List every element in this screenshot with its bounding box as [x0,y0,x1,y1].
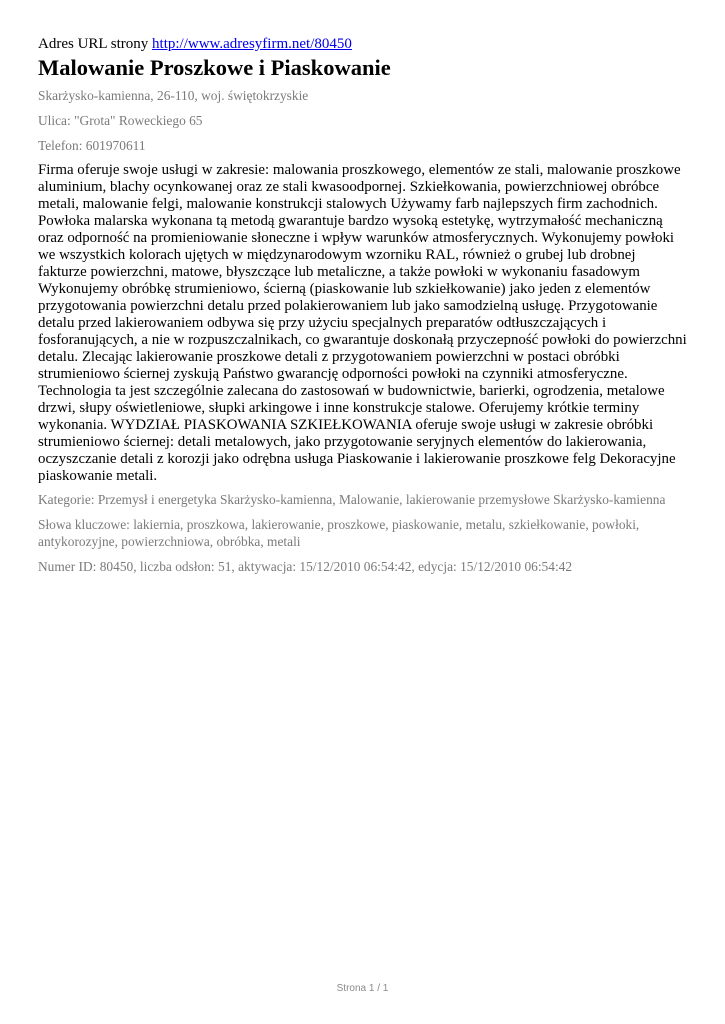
url-line [38,35,688,53]
keywords-text: Słowa kluczowe: lakiernia, proszkowa, lakierowanie, proszkowe, piaskowanie, metalu, szkiełkowanie, powłoki, antykorozyjne, powierzchniowa, obróbka, metali [38,516,640,549]
document-page [38,35,688,582]
street-text: Ulica: "Grota" Roweckiego 65 [38,113,203,128]
page-number-footer: Strona 1 / 1 [336,983,389,994]
url-label: Adres URL strony [38,36,153,52]
company-url-link[interactable]: http://www.adresyfirm.net/80450 [152,36,352,52]
phone-text: Telefon: 601970611 [38,138,146,153]
record-info-text: Numer ID: 80450, liczba odsłon: 51, aktywacja: 15/12/2010 06:54:42, edycja: 15/12/2010 06:54:42 [38,558,573,574]
page-title: Malowanie Proszkowe i Piaskowanie [38,55,391,80]
location-text: Skarżysko-kamienna, 26-110, woj. świętokrzyskie [38,88,309,103]
categories-text: Kategorie: Przemysł i energetyka Skarżysko-kamienna, Malowanie, lakierowanie przemysłowe Skarżysko-kamienna [38,492,666,507]
company-description: Firma oferuje swoje usługi w zakresie: malowania proszkowego, elementów ze stali, malowanie proszkowe aluminium, blachy ocynkowanej oraz ze stali kwasoodpornej. Szkiełkowania, powierzchniowej obróbce metali, malowanie felgi, malowanie konstrukcji stalowych Używamy farb najlepszych firm zachodnich. Powłoka malarska wykonana tą metodą gwarantuje bardzo wysoką estetykę, wytrzymałość mechaniczną oraz odporność na promieniowanie słoneczne i wpływ warunków atmosferycznych. Wykonujemy powłoki we wszystkich kolorach ujętych w międzynarodowym wzorniku RAL, również o grubej lub drobnej fakturze powierzchni, matowe, błyszczące lub metaliczne, a także powłoki w wykonaniu fasadowym Wykonujemy obróbkę strumieniowo, ścierną (piaskowanie lub szkiełkowanie) jako jeden z elementów przygotowania powierzchni detalu przed polakierowaniem lub jako samodzielną usługę. Przygotowanie detalu przed lakierowaniem odbywa się przy użyciu specjalnych preparatów odtłuszczających i fosforanujących, a nie w rozpuszczalnikach, co gwarantuje doskonałą przyczepność powłoki do powierzchni detalu. Zlecając lakierowanie proszkowe detali z przygotowaniem powierzchni w postaci obróbki strumieniowo ściernej zyskują Państwo gwarancję odporności powłoki na czynniki atmosferyczne. Technologia ta jest szczególnie zalecana do zastosowań w budownictwie, barierki, ogrodzenia, metalowe drzwi, słupy oświetleniowe, słupki arkingowe i inne konstrukcje stalowe. Oferujemy krótkie terminy wykonania. WYDZIAŁ PIASKOWANIA SZKIEŁKOWANIA oferuje swoje usługi w zakresie obróbki strumieniowo ściernej: detali metalowych, jako przygotowanie seryjnych elementów do lakierowania, oczyszczanie detali z korozji jako odrębna usługa Piaskowanie i lakierowanie proszkowe felg Dekoracyjne piaskowanie metali. [38,162,687,484]
